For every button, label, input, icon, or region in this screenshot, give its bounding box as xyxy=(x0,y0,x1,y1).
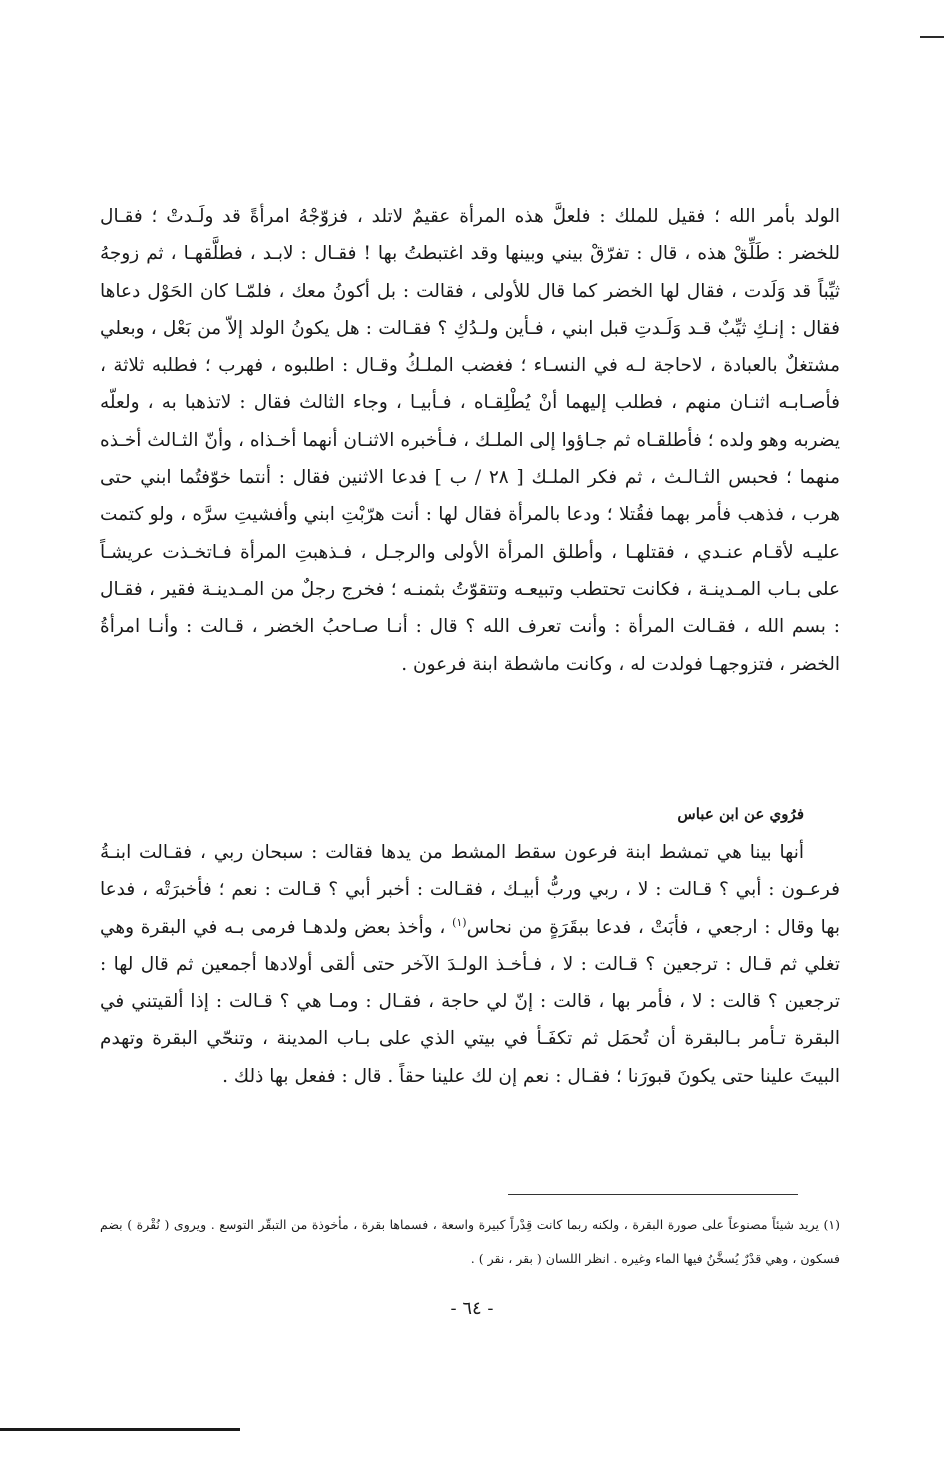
footnote-text: (١) يريد شيئاً مصنوعاً على صورة البقرة ، ولكنه ربما كانت قِدْراً كبيرة واسعة ، فسماها بقرة ، مأخوذة من التبقّر التوسع . ويروى ( نُقْرة ) بضم فسكون ، وهي قدْرٌ يُسخَّنُ فيها الماء وغيره . انظر اللسان ( بقر ، نقر ) . xyxy=(100,1217,840,1266)
paragraph-2-part-2: ، وأخذ بعض ولدهـا فرمى بـه في البقرة وهي تغلي ثم قـال : ترجعين ؟ قـالت : لا ، فـأخـذ الولـدَ الآخر حتى ألقى أولادها أجمعين ثم قال لها : ترجعين ؟ قالت : لا ، فأمر بها ، قالت : إنّ لي حاجة ، فقـال : ومـا هي ؟ قـالت : إذا ألقيتني في البقرة تـأمر بـالبقرة أن تُحمَل ثم تكفَـأ في بيتي الذي على بـاب المدينة ، وتنحّي البقرة وتهدم البيتَ علينا حتى يكونَ قبورَنا ؛ فقـال : نعم إن لك علينا حقاً . قال : ففعل بها ذلك . xyxy=(100,916,840,1087)
paragraph-2-text xyxy=(100,834,840,1095)
page-number: - ٦٤ - xyxy=(450,1298,494,1319)
second-paragraph xyxy=(100,834,840,1095)
scan-edge-mark-bottom xyxy=(0,1428,240,1431)
section-heading: فرُوي عن ابن عباس xyxy=(677,805,804,823)
paragraph-1-text: الولد بأمر الله ؛ فقيل للملك : فلعلَّ هذه المرأة عقيمٌ لاتلد ، فزوّجْهُ امرأةً قد ولَـدتْ ؛ فقـال للخضر : طَلِّقْ هذه ، قال : تفرّقْ بيني وبينها وقد اغتبطتُ بها ! فقـال : لابـد ، فطلَّقهـا ، ثم زوجهُ ثيِّباً قد وَلَدت ، فقال لها الخضر كما قال للأولى ، فقالت : بل أكونُ معك ، فلمّـا كان الحَوْل دعاها فقال : إنـكِ ثيِّبٌ قـد وَلَـدتِ قبل ابني ، فـأين ولـدُكِ ؟ فقـالت : هل يكونُ الولد إلاّ من بَعْل ، وبعلي مشتغلٌ بالعبادة ، لاحاجة لـه في النسـاء ؛ فغضب الملـكُ وقـال : اطلبوه ، فهرب ؛ فطلبه ثلاثة ، فأصـابـه اثنـان منهم ، فطلب إليهما أنْ يُطْلِقـاه ، فـأبيـا ، وجاء الثالث فقال : لاتذهبا به ، ولعلّه يضربه وهو ولده ؛ فأطلقـاه ثم جـاؤوا إلى الملـك ، فـأخبره الاثنـان أنهما أخـذاه ، وأنّ الثـالث أخـذه منهما ؛ فحبس الثـالـث ، ثم فكر الملـك [ ٢٨ / ب ] فدعا الاثنين فقال : أنتما خوّفتُما ابني حتى هرب ، فذهب فأمر بهما فقُتلا ؛ ودعا بالمرأة فقال لها : أنت هرّبْتِ ابني وأفشيتِ سرَّه ، ولو كتمت عليـه لأقـام عنـدي ، فقتلهـا ، وأطلق المرأة الأولى والرجـل ، فـذهبتِ المرأة فـاتخـذت عريشـاً على بـاب المـدينـة ، فكانت تحتطب وتبيعـه وتتقوّتُ بثمنـه ؛ فخرج رجلٌ من المـدينـة فقير ، فقـال : بسم الله ، فقـالت المرأة : وأنت تعرف الله ؟ قال : أنـا صـاحبُ الخضر ، قـالت : وأنـا امرأةُ الخضر ، فتزوجهـا فولدت له ، وكانت ماشطة ابنة فرعون . xyxy=(100,206,840,675)
main-paragraph xyxy=(100,198,840,683)
footnote-reference[interactable]: (١) xyxy=(452,915,467,929)
footnote-separator xyxy=(508,1194,798,1195)
paragraph-2-part-1: أنها بينا هي تمشط ابنة فرعون سقط المشط من يدها فقالت : سبحان ربي ، فقـالت ابنـةُ فرعـون : أبي ؟ قـالت : لا ، ربي وربُّ أبيـك ، فقـالت : أخبر أبي ؟ قـالت : نعم ؛ فأخبرَتْه ، فدعا بها وقال : ارجعي ، فأبَتْ ، فدعا ببقَرَةٍ من نحاس xyxy=(100,842,840,938)
scan-edge-mark-top xyxy=(920,36,944,38)
